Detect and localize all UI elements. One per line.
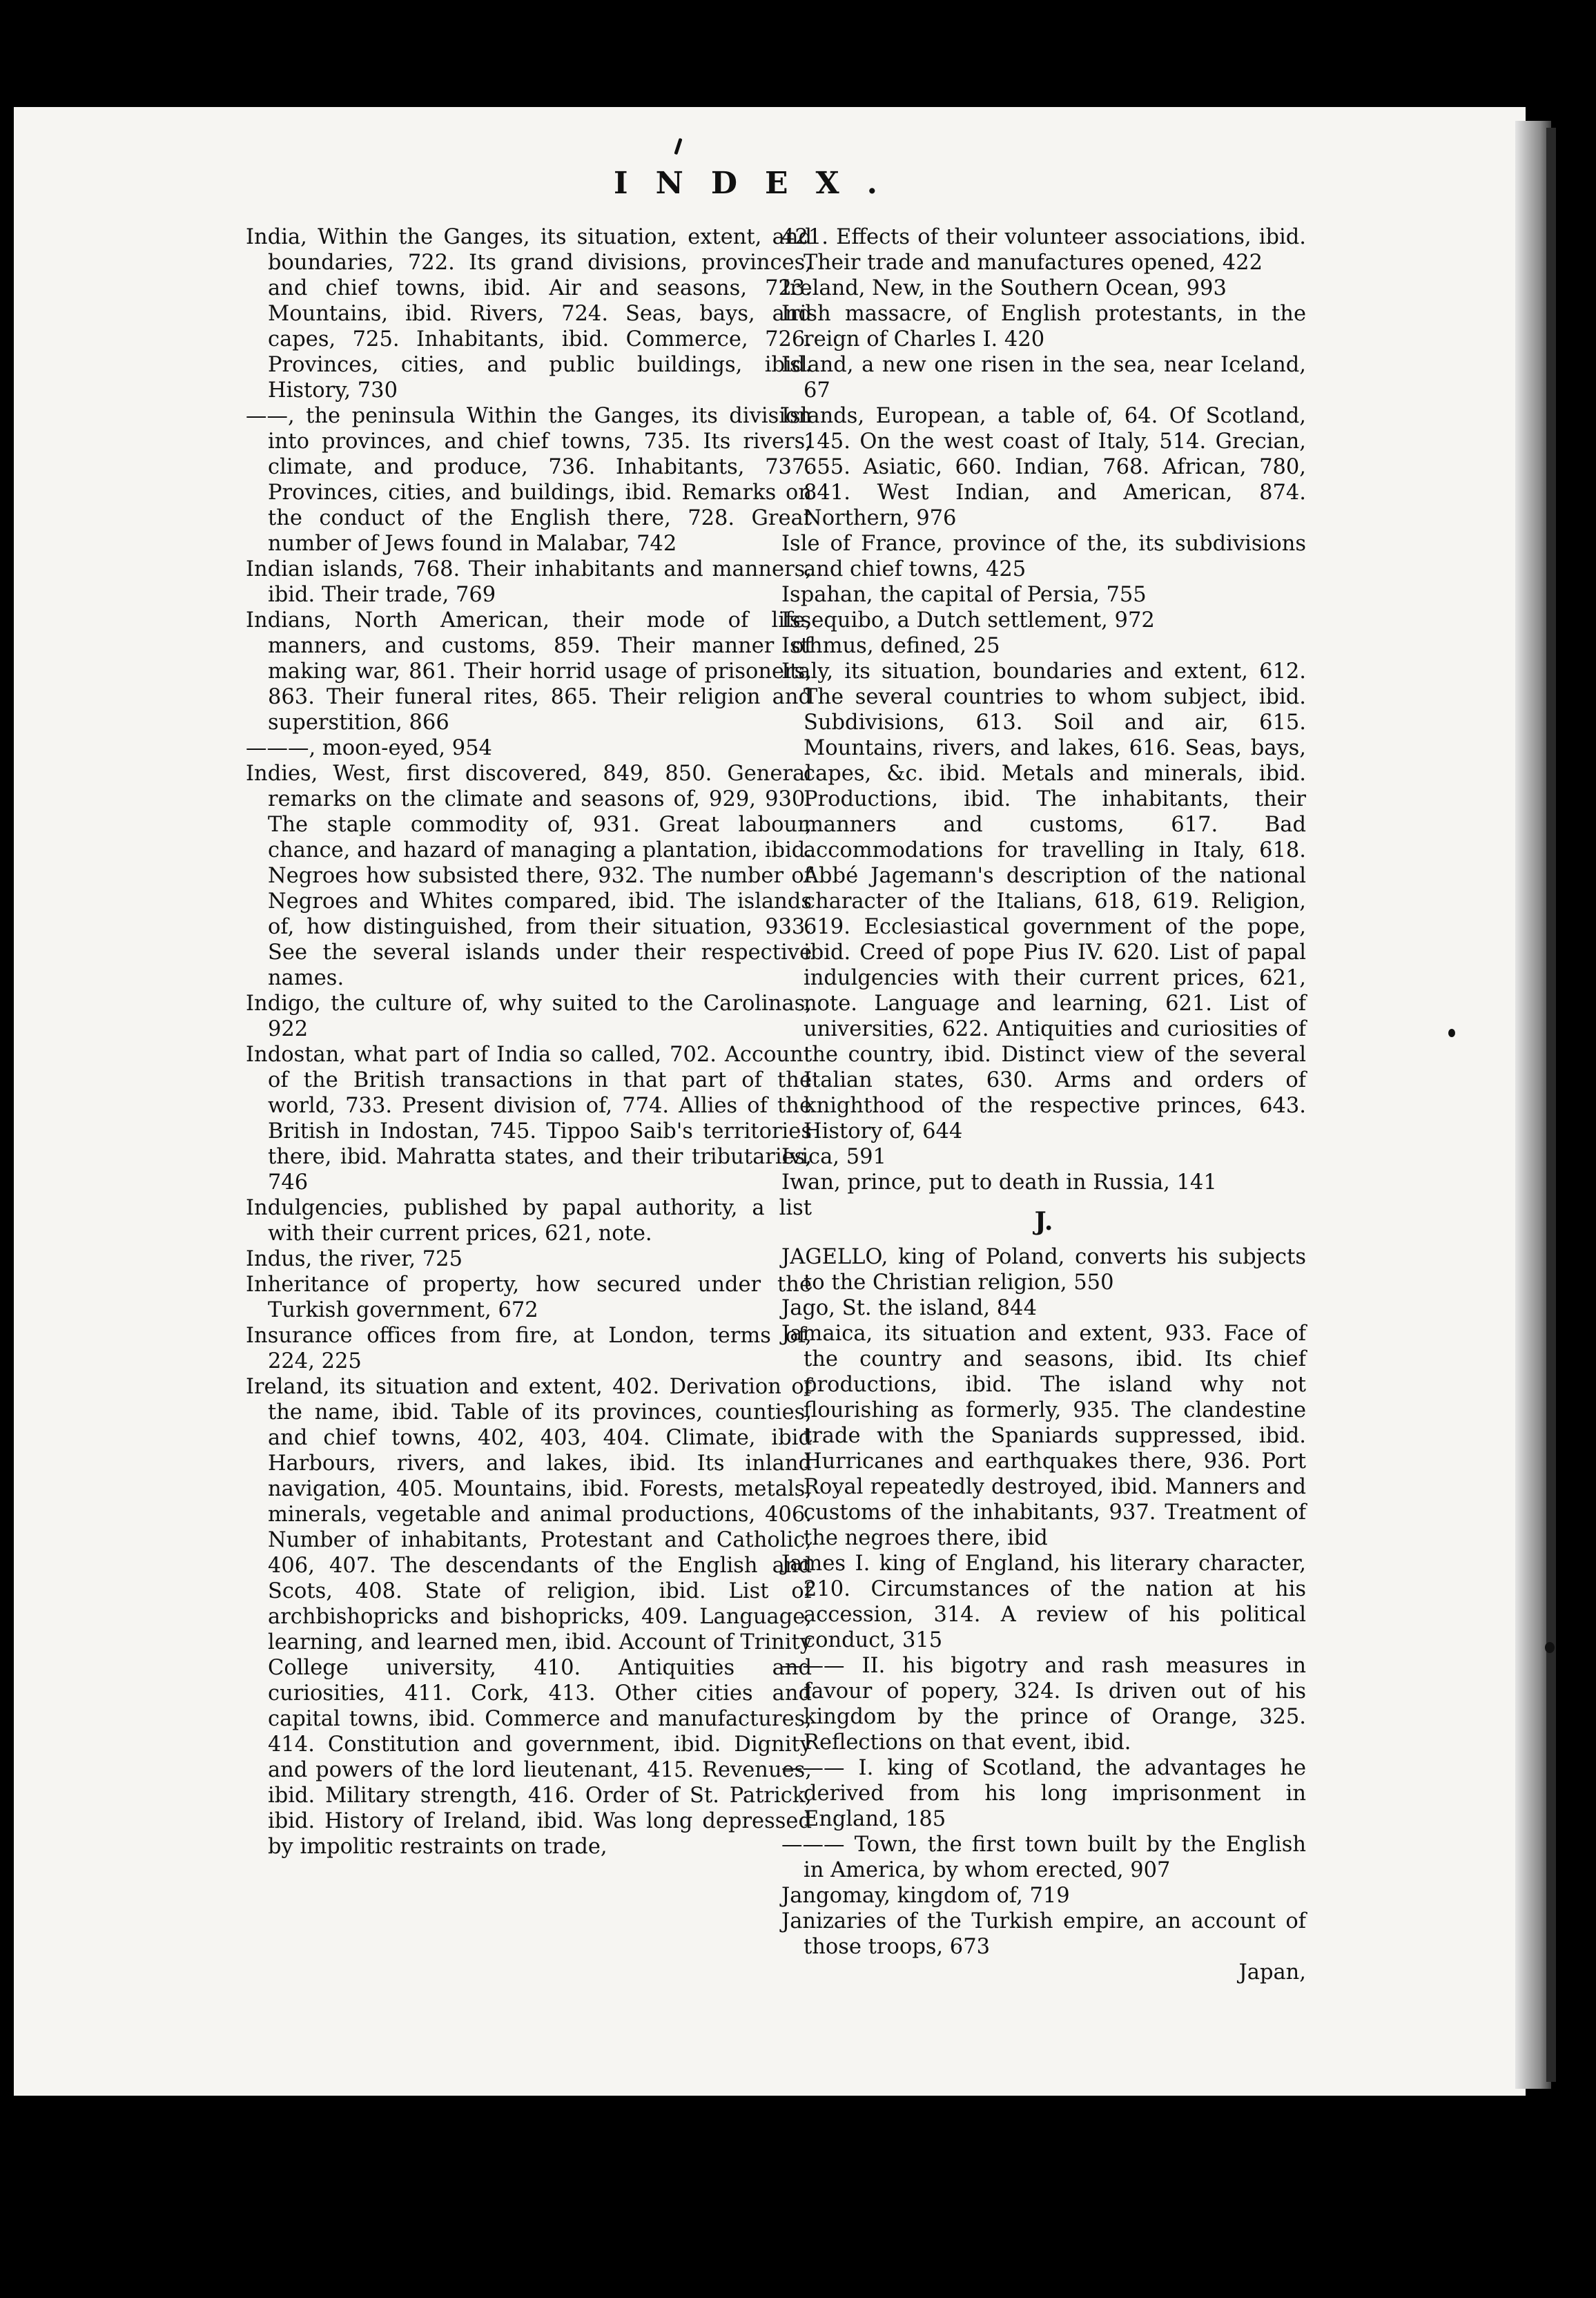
index-entry: ——— Town, the first town built by the English in America, by whom erected, 907	[781, 1833, 1306, 1882]
index-entry: Indies, West, first discovered, 849, 850. General remarks on the climate and seasons of, 929, 930. The staple commodity of, 931. Great labour, chance, and hazard of managing a plantation, ibid. Negroes how subsisted there, 932. The number of Negroes and Whites compared, ibid. The islands of, how distinguished, from their situation, 933. See the several islands under their respective names.	[246, 762, 812, 990]
index-entry: Ivica, 591	[781, 1145, 886, 1169]
index-entry: ———, moon-eyed, 954	[246, 736, 492, 760]
index-column-left	[246, 224, 812, 1860]
index-entry: ——— II. his bigotry and rash measures in favour of popery, 324. Is driven out of his kingdom by the prince of Orange, 325. Reflections on that event, ibid.	[781, 1654, 1306, 1755]
index-entry: Ireland, New, in the Southern Ocean, 993	[781, 276, 1227, 300]
index-entry: Irish massacre, of English protestants, in the reign of Charles I. 420	[781, 302, 1306, 351]
index-entry: Inheritance of property, how secured under the Turkish government, 672	[246, 1273, 812, 1322]
index-entry: ——, the peninsula Within the Ganges, its division into provinces, and chief towns, 735. Its rivers, climate, and produce, 736. Inhabitants, 737. Provinces, cities, and buildings, ibid. Remarks on the conduct of the English there, 728. Great number of Jews found in Malabar, 742	[246, 404, 812, 556]
index-entry: Insurance offices from fire, at London, terms of, 224, 225	[246, 1324, 812, 1373]
index-entry: Island, a new one risen in the sea, near Iceland, 67	[781, 353, 1306, 403]
index-entry: ——— I. king of Scotland, the advantages he derived from his long imprisonment in England, 185	[781, 1756, 1306, 1831]
index-entry: Iwan, prince, put to death in Russia, 141	[781, 1170, 1217, 1195]
index-entry: Jago, St. the island, 844	[781, 1296, 1037, 1320]
index-entry: Isthmus, defined, 25	[781, 634, 1000, 658]
index-entry: Ireland, its situation and extent, 402. Derivation of the name, ibid. Table of its provinces, counties, and chief towns, 402, 403, 404. Climate, ibid Harbours, rivers, and lakes, ibid. Its inland navigation, 405. Mountains, ibid. Forests, metals, minerals, vegetable and animal productions, 406. Number of inhabitants, Protestant and Catholic, 406, 407. The descendants of the English and Scots, 408. State of religion, ibid. List of archbishopricks and bishopricks, 409. Language, learning, and learned men, ibid. Account of Trinity College university, 410. Antiquities and curiosities, 411. Cork, 413. Other cities and capital towns, ibid. Commerce and manufactures, 414. Constitution and government, ibid. Dignity and powers of the lord lieutenant, 415. Revenues, ibid. Military strength, 416. Order of St. Patrick, ibid. History of Ireland, ibid. Was long depressed by impolitic restraints on trade,	[246, 1375, 812, 1859]
page-fold-edge	[1546, 128, 1556, 2082]
index-entry: Jangomay, kingdom of, 719	[781, 1884, 1070, 1908]
index-entry: Jamaica, its situation and extent, 933. Face of the country and seasons, ibid. Its chief productions, ibid. The island why not flourishing as formerly, 935. The clandestine trade with the Spaniards suppressed, ibid. Hurricanes and earthquakes there, 936. Port Royal repeatedly destroyed, ibid. Manners and customs of the inhabitants, 937. Treatment of the negroes there, ibid	[781, 1322, 1306, 1550]
index-entry: Janizaries of the Turkish empire, an account of those troops, 673	[781, 1909, 1306, 1959]
index-entry: Indigo, the culture of, why suited to the Carolinas, 922	[246, 992, 812, 1041]
section-letter: J.	[1034, 1207, 1053, 1236]
index-entry: Indus, the river, 725	[246, 1247, 463, 1271]
index-column-right	[781, 224, 1306, 1985]
index-entry: James I. king of England, his literary character, 210. Circumstances of the nation at his accession, 314. A review of his political conduct, 315	[781, 1552, 1306, 1652]
index-entry: Italy, its situation, boundaries and extent, 612. The several countries to whom subject, ibid. Subdivisions, 613. Soil and air, 615. Mountains, rivers, and lakes, 616. Seas, bays, capes, &c. ibid. Metals and minerals, ibid. Productions, ibid. The inhabitants, their manners and customs, 617. Bad accommodations for travelling in Italy, 618. Abbé Jagemann's description of the national character of the Italians, 618, 619. Religion, 619. Ecclesiastical government of the pope, ibid. Creed of pope Pius IV. 620. List of papal indulgencies with their current prices, 621, note. Language and learning, 621. List of universities, 622. Antiquities and curiosities of the country, ibid. Distinct view of the several Italian states, 630. Arms and orders of knighthood of the respective princes, 643. History of, 644	[781, 659, 1306, 1143]
index-entry: Ispahan, the capital of Persia, 755	[781, 583, 1147, 607]
index-entry: Indian islands, 768. Their inhabitants and manners, ibid. Their trade, 769	[246, 557, 812, 607]
index-entry: Islands, European, a table of, 64. Of Scotland, 145. On the west coast of Italy, 514. Grecian, 655. Asiatic, 660. Indian, 768. African, 780, 841. West Indian, and American, 874. Northern, 976	[781, 404, 1306, 530]
catchword: Japan,	[1238, 1960, 1306, 1985]
scan-speck	[1448, 1029, 1455, 1037]
index-entry: India, Within the Ganges, its situation, extent, and boundaries, 722. Its grand divisions, provinces, and chief towns, ibid. Air and seasons, 723. Mountains, ibid. Rivers, 724. Seas, bays, and capes, 725. Inhabitants, ibid. Commerce, 726. Provinces, cities, and public buildings, ibid. History, 730	[246, 225, 812, 403]
scan-speck	[1545, 1642, 1555, 1653]
index-entry: Issequibo, a Dutch settlement, 972	[781, 608, 1155, 633]
page-header: INDEX.	[614, 166, 905, 201]
index-entry: Isle of France, province of the, its subdivisions and chief towns, 425	[781, 532, 1306, 581]
index-entry: Indulgencies, published by papal authority, a list with their current prices, 621, note.	[246, 1196, 812, 1246]
index-entry: JAGELLO, king of Poland, converts his subjects to the Christian religion, 550	[781, 1245, 1306, 1295]
index-entry: Indostan, what part of India so called, 702. Account of the British transactions in that part of the world, 733. Present division of, 774. Allies of the British in Indostan, 745. Tippoo Saib's territories there, ibid. Mahratta states, and their tributaries, 746	[246, 1043, 812, 1195]
index-entry: 421. Effects of their volunteer associations, ibid. Their trade and manufactures opened, 422	[781, 225, 1306, 275]
index-entry: Indians, North American, their mode of life, manners, and customs, 859. Their manner of making war, 861. Their horrid usage of prisoners, 863. Their funeral rites, 865. Their religion and superstition, 866	[246, 608, 812, 735]
